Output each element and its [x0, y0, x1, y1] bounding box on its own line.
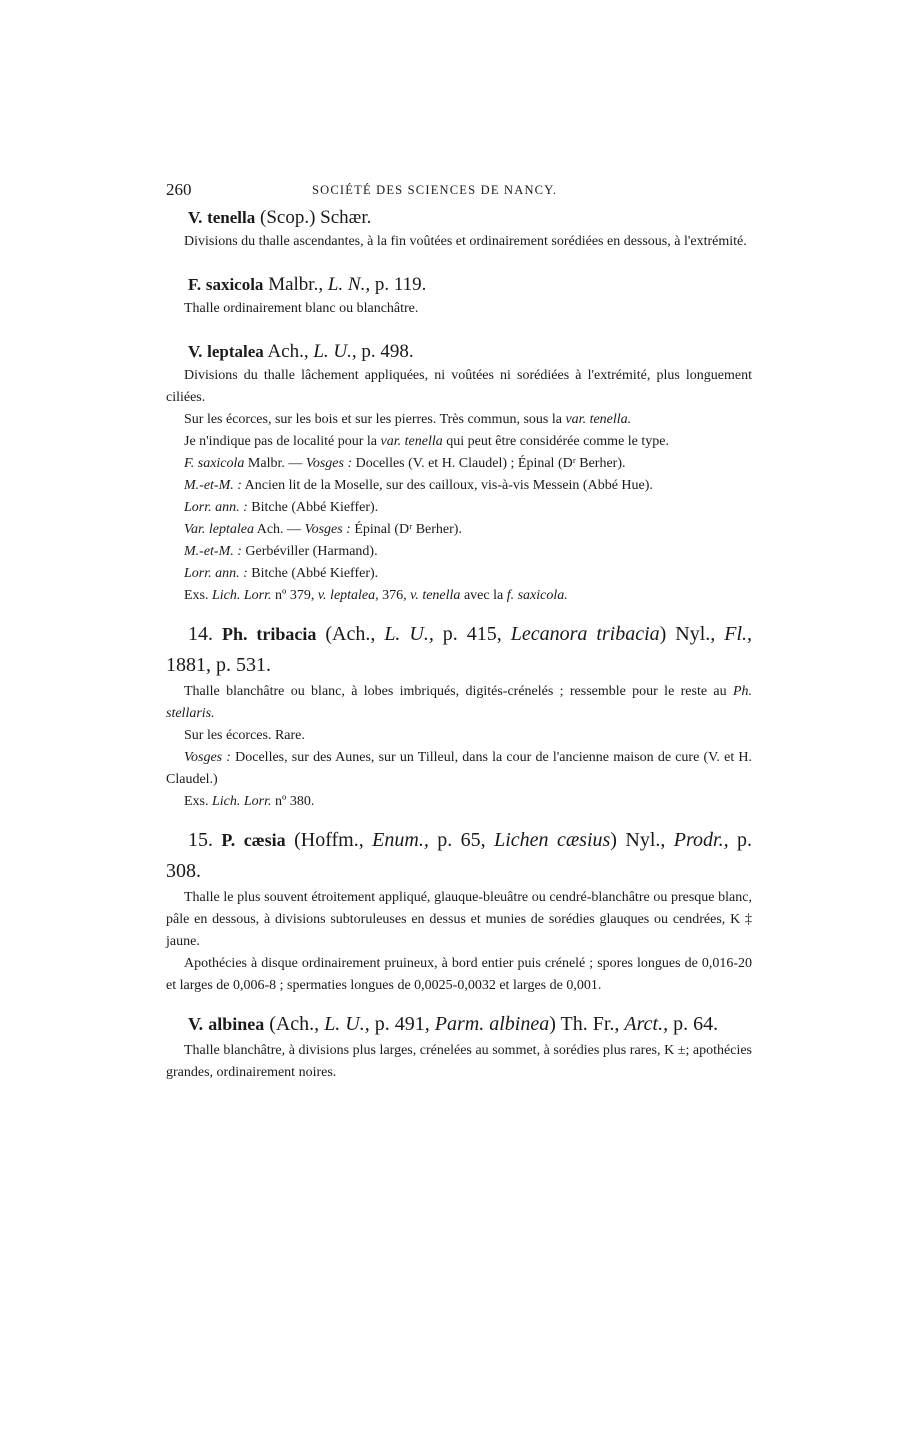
locality-line: Vosges : Docelles, sur des Aunes, sur un Tilleul, dans la cour de l'ancienne maison de cure (V. et H. Claudel.)	[166, 750, 752, 787]
heading-tenella: V. tenella (Scop.) Schær.	[188, 207, 372, 228]
apothecia-caesia: Apothécies à disque ordinairement pruineux, à bord entier puis crénelé ; spores longues de 0,016-20 et larges de 0,006-8 ; spermaties longues de 0,0025-0,0032 et larges de 0,001.	[166, 956, 752, 993]
desc-leptalea: Divisions du thalle lâchement appliquées, ni voûtées ni sorédiées à l'extrémité, plus longuement ciliées.	[166, 368, 752, 405]
page-header	[166, 180, 752, 204]
desc-caesia: Thalle le plus souvent étroitement appliqué, glauque-bleuâtre ou cendré-blanchâtre ou presque blanc, pâle en dessous, à divisions subtoruleuses en dessus et munies de sorédies glauques ou cendrées, K ‡ jaune.	[166, 890, 752, 949]
page-body	[166, 180, 752, 1084]
locality-line: M.-et-M. : Gerbéviller (Harmand).	[184, 544, 378, 559]
desc-tenella: Divisions du thalle ascendantes, à la fin voûtées et ordinairement sorédiées en dessous, à l'extrémité.	[184, 234, 747, 249]
note-leptalea: Je n'indique pas de localité pour la var. tenella qui peut être considérée comme le type.	[184, 434, 669, 449]
locality-line: F. saxicola Malbr. — Vosges : Docelles (V. et H. Claudel) ; Épinal (Dʳ Berher).	[184, 456, 626, 471]
habitat-leptalea: Sur les écorces, sur les bois et sur les pierres. Très commun, sous la var. tenella.	[184, 412, 632, 427]
habitat-tribacia: Sur les écorces. Rare.	[184, 728, 305, 743]
heading-caesia: 15. P. cæsia (Hoffm., Enum., p. 65, Lichen cæsius) Nyl., Prodr., p. 308.	[166, 829, 753, 882]
page-number: 260	[166, 180, 192, 199]
locality-line: Lorr. ann. : Bitche (Abbé Kieffer).	[184, 500, 379, 515]
desc-tribacia: Thalle blanchâtre ou blanc, à lobes imbriqués, digités-crénelés ; ressemble pour le reste au Ph. stellaris.	[166, 684, 753, 721]
heading-saxicola: F. saxicola Malbr., L. N., p. 119.	[188, 274, 427, 295]
heading-albinea: V. albinea (Ach., L. U., p. 491, Parm. albinea) Th. Fr., Arct., p. 64.	[188, 1013, 719, 1035]
locality-line: M.-et-M. : Ancien lit de la Moselle, sur des cailloux, vis-à-vis Messein (Abbé Hue).	[184, 478, 653, 493]
running-title: SOCIÉTÉ DES SCIENCES DE NANCY.	[312, 183, 558, 197]
locality-line: Lorr. ann. : Bitche (Abbé Kieffer).	[184, 566, 379, 581]
exsiccata-line: Exs. Lich. Lorr. nº 379, v. leptalea, 376, v. tenella avec la f. saxicola.	[184, 588, 568, 603]
exsiccata-line: Exs. Lich. Lorr. nº 380.	[184, 794, 315, 809]
heading-tribacia: 14. Ph. tribacia (Ach., L. U., p. 415, Lecanora tribacia) Nyl., Fl., 1881, p. 531.	[166, 623, 753, 676]
desc-albinea: Thalle blanchâtre, à divisions plus larges, crénelées au sommet, à sorédies plus rares, K ±; apothécies grandes, ordinairement noires.	[166, 1043, 752, 1080]
desc-saxicola: Thalle ordinairement blanc ou blanchâtre.	[184, 301, 419, 316]
heading-leptalea: V. leptalea Ach., L. U., p. 498.	[188, 341, 414, 362]
locality-line: Var. leptalea Ach. — Vosges : Épinal (Dʳ Berher).	[184, 522, 462, 537]
